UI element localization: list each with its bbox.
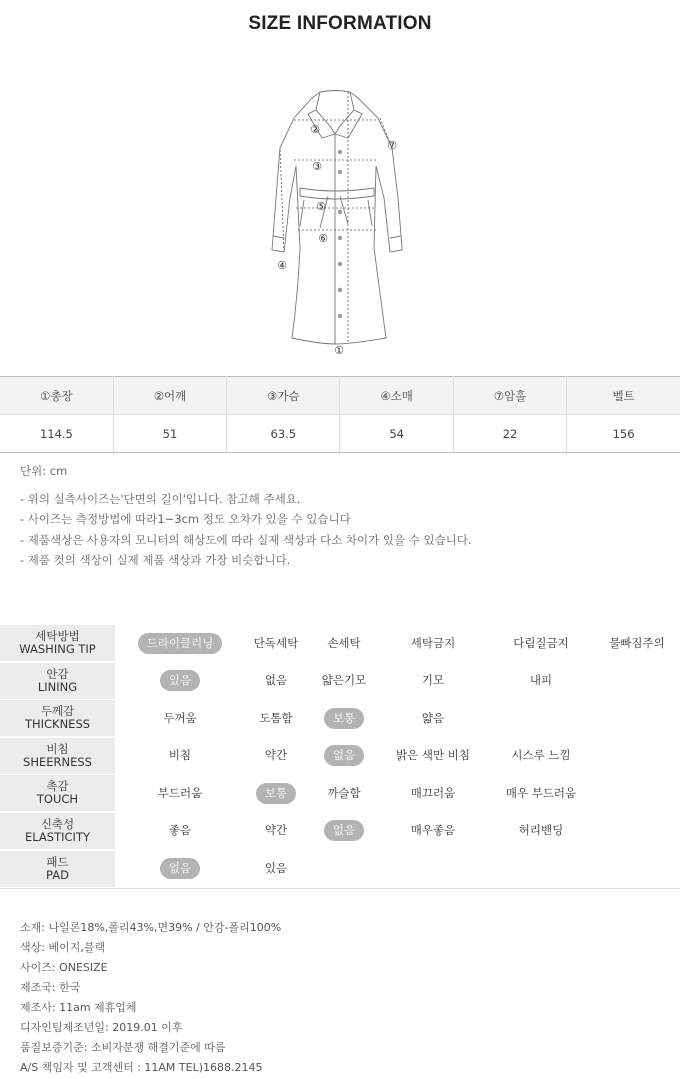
care-table (0, 625, 680, 888)
care-option-label: 물빠짐주의 (609, 635, 665, 650)
care-option (393, 738, 473, 774)
care-option-label: 손세탁 (327, 635, 361, 650)
spec-item: 디자인팀제조년일: 2019.01 이후 (20, 1021, 183, 1034)
care-option-label: 두꺼움 (163, 710, 197, 725)
size-table-value-row (0, 415, 680, 453)
care-label-en: SHEERNESS (23, 754, 92, 769)
marker-6: ⑥ (318, 232, 328, 245)
size-table (0, 376, 680, 453)
marker-7: ⑦ (387, 139, 397, 152)
care-option (311, 775, 377, 811)
care-option (393, 663, 473, 699)
care-option-selected (135, 663, 225, 699)
care-option-label: 밝은 색만 비침 (396, 748, 470, 763)
care-option (241, 851, 311, 887)
size-table-header-row (0, 377, 680, 415)
spec-item: 소재: 나일론18%,폴리43%,면39% / 안감-폴리100% (20, 921, 282, 934)
care-option-label: 매우좋음 (410, 823, 456, 838)
care-option (135, 775, 225, 811)
spec-item: 사이즈: ONESIZE (20, 961, 108, 974)
product-specs (20, 918, 281, 1078)
care-row (0, 700, 680, 738)
care-option (241, 663, 311, 699)
spec-item: 품질보증기준: 소비자분쟁 해결기준에 따름 (20, 1041, 226, 1054)
size-header: ③가슴 (227, 377, 340, 415)
care-label-ko: 패드 (46, 854, 69, 869)
care-option-label: 없음 (324, 745, 364, 766)
size-value: 63.5 (227, 415, 340, 453)
care-row (0, 775, 680, 813)
spec-item: 색상: 베이지,블랙 (20, 941, 106, 954)
divider (0, 888, 680, 889)
care-label (0, 663, 115, 699)
care-option-label: 없음 (160, 858, 200, 879)
care-option-selected (241, 775, 311, 811)
care-option-label: 매우 부드러움 (505, 785, 577, 800)
coat-belt (300, 188, 374, 199)
care-label-en: ELASTICITY (25, 829, 90, 844)
care-option-label: 드라이클리닝 (138, 633, 223, 654)
size-header: ①총장 (0, 377, 113, 415)
care-row (0, 851, 680, 889)
care-option (241, 700, 311, 736)
care-label-en: THICKNESS (24, 717, 91, 732)
care-label (0, 851, 115, 887)
spec-item: 제조국: 한국 (20, 981, 81, 994)
care-option (311, 625, 377, 661)
size-header: ⑦암홀 (453, 377, 566, 415)
care-option-label: 내피 (529, 673, 553, 688)
size-header: ②어깨 (113, 377, 226, 415)
care-row (0, 813, 680, 851)
note-item: - 위의 실측사이즈는'단면의 길이'입니다. 참고해 주세요. (20, 492, 301, 506)
care-label (0, 625, 115, 661)
care-option-label: 다림질금지 (513, 635, 569, 650)
care-option-selected (311, 700, 377, 736)
care-option (241, 625, 311, 661)
marker-3: ③ (312, 160, 322, 173)
care-option-label: 단독세탁 (253, 635, 299, 650)
care-option-selected (311, 738, 377, 774)
care-label-en: PAD (46, 867, 69, 882)
care-option-label: 기모 (421, 673, 445, 688)
care-label-ko: 안감 (46, 666, 69, 681)
size-value: 114.5 (0, 415, 113, 453)
care-option-label: 매끄러움 (410, 785, 456, 800)
care-option-label: 보통 (324, 708, 364, 729)
care-option (135, 700, 225, 736)
marker-1: ① (334, 344, 344, 357)
size-header: 벨트 (567, 377, 680, 415)
care-option (393, 625, 473, 661)
care-option-label: 얇은기모 (321, 673, 367, 688)
care-label (0, 700, 115, 736)
care-option (393, 813, 473, 849)
care-label-ko: 세탁방법 (35, 629, 80, 643)
care-option-label: 부드러움 (157, 785, 203, 800)
care-option-label: 약간 (264, 748, 288, 763)
care-option-label: 약간 (264, 823, 288, 838)
care-label-ko: 두께감 (40, 704, 75, 719)
care-label-en: LINING (37, 679, 78, 694)
page-title: SIZE INFORMATION (248, 13, 432, 34)
care-option-label: 있음 (160, 670, 200, 691)
care-label-en: WASHING TIP (19, 642, 96, 656)
care-option (393, 700, 473, 736)
coat-buttons (338, 150, 342, 318)
care-label-ko: 비침 (46, 741, 69, 756)
care-row (0, 625, 680, 663)
care-label (0, 738, 115, 774)
note-item: - 제품색상은 사용자의 모니터의 해상도에 따라 실제 색상과 다소 차이가 있을 수 있습니다. (20, 532, 472, 547)
spec-item: A/S 책임자 및 고객센터 : 11AM TEL)1688.2145 (20, 1061, 263, 1074)
care-option-label: 허리밴딩 (518, 823, 564, 838)
care-label (0, 775, 115, 811)
size-value: 156 (567, 415, 680, 453)
care-option (393, 775, 473, 811)
care-row (0, 663, 680, 701)
size-value: 51 (113, 415, 226, 453)
care-option-selected (135, 851, 225, 887)
care-option-label: 도톰함 (259, 710, 293, 725)
size-value: 22 (453, 415, 566, 453)
note-item: - 사이즈는 측정방법에 따라1~3cm 정도 오차가 있을 수 있습니다 (20, 512, 351, 527)
care-label-ko: 신축성 (40, 816, 75, 831)
care-option (595, 625, 679, 661)
care-option (135, 813, 225, 849)
care-label (0, 813, 115, 849)
size-header: ④소매 (340, 377, 453, 415)
care-option-label: 있음 (264, 861, 288, 876)
care-option-label: 시스루 느낌 (511, 748, 571, 763)
care-option (241, 738, 311, 774)
care-option-label: 보통 (256, 783, 296, 804)
care-option-label: 까슬함 (327, 785, 361, 800)
care-option-label: 얇음 (421, 710, 445, 725)
care-option (311, 663, 377, 699)
care-option-label: 비침 (168, 748, 192, 763)
coat-diagram (260, 88, 410, 358)
care-label-en: TOUCH (36, 792, 79, 807)
spec-item: 제조사: 11am 제휴업체 (20, 1001, 137, 1014)
care-option-selected (135, 625, 225, 661)
care-option (503, 738, 579, 774)
care-option (503, 813, 579, 849)
size-value: 54 (340, 415, 453, 453)
care-option-label: 좋음 (168, 823, 192, 838)
marker-2: ② (310, 123, 320, 136)
note-item: - 제품 컷의 색상이 실제 제품 색상과 가장 비슷합니다. (20, 552, 291, 567)
care-label-ko: 촉감 (46, 779, 69, 794)
measure-lines (280, 92, 392, 344)
size-notes (20, 489, 472, 570)
care-option (241, 813, 311, 849)
care-option (503, 625, 579, 661)
coat-outline (272, 91, 402, 345)
care-option-label: 없음 (324, 820, 364, 841)
care-option-label: 없음 (264, 673, 288, 688)
unit-label: 단위: cm (20, 464, 68, 478)
marker-5: ⑤ (316, 200, 326, 213)
care-option (503, 663, 579, 699)
marker-4: ④ (277, 259, 287, 272)
care-option-label: 세탁금지 (410, 635, 456, 650)
care-option-selected (311, 813, 377, 849)
care-option (503, 775, 579, 811)
care-option (135, 738, 225, 774)
care-row (0, 738, 680, 776)
